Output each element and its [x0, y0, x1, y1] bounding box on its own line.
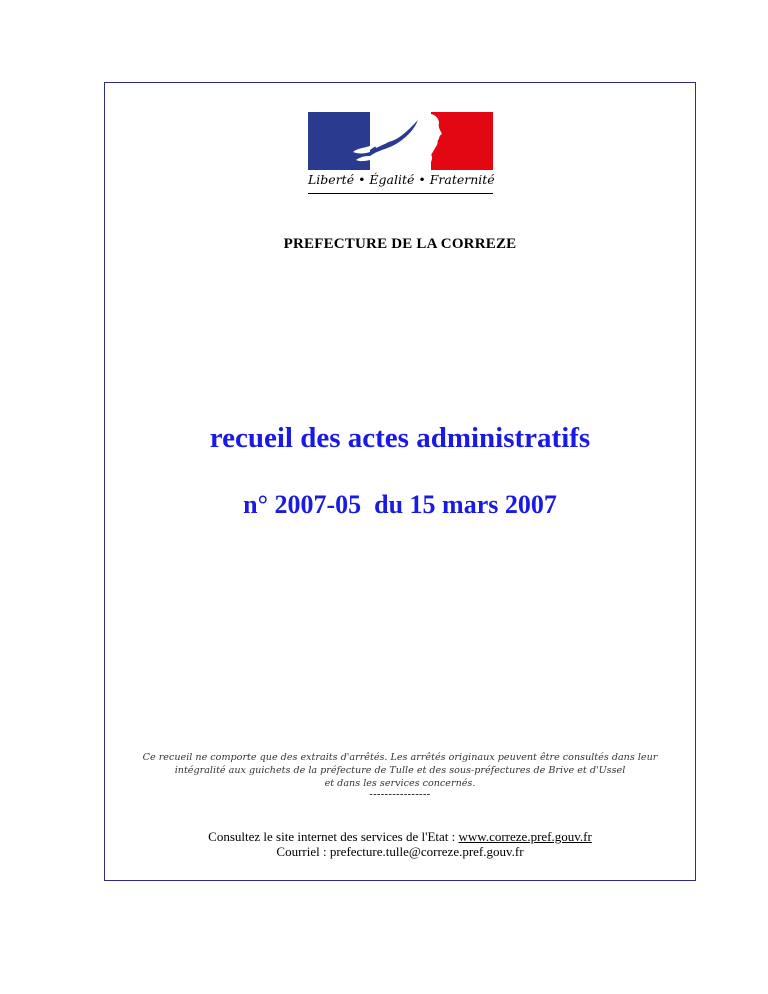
- republic-motto: Liberté • Égalité • Fraternité: [308, 172, 495, 187]
- issue-number: n° 2007-05 du 15 mars 2007: [243, 490, 557, 519]
- flag-emblem: [308, 112, 493, 170]
- contact-block: [104, 829, 696, 859]
- website-line: [104, 829, 696, 844]
- notice-line: et dans les services concernés.: [324, 778, 476, 789]
- prefecture-heading: PREFECTURE DE LA CORREZE: [283, 236, 517, 252]
- marianne-logo: [308, 112, 493, 197]
- email-line: Courriel : prefecture.tulle@correze.pref.gouv.fr: [276, 844, 524, 859]
- website-link[interactable]: www.correze.pref.gouv.fr: [458, 829, 592, 844]
- disclaimer-notice: [104, 751, 696, 790]
- document-title: recueil des actes administratifs: [209, 422, 591, 454]
- website-prefix: Consultez le site internet des services de l'Etat :: [208, 829, 459, 844]
- motto-underline: [308, 193, 493, 194]
- notice-line: Ce recueil ne comporte que des extraits d'arrêtés. Les arrêtés originaux peuvent être consultés dans leur: [142, 752, 658, 763]
- separator: ----------------: [369, 789, 431, 800]
- notice-line: intégralité aux guichets de la préfecture de Tulle et des sous-préfectures de Brive et d'Ussel: [174, 765, 626, 776]
